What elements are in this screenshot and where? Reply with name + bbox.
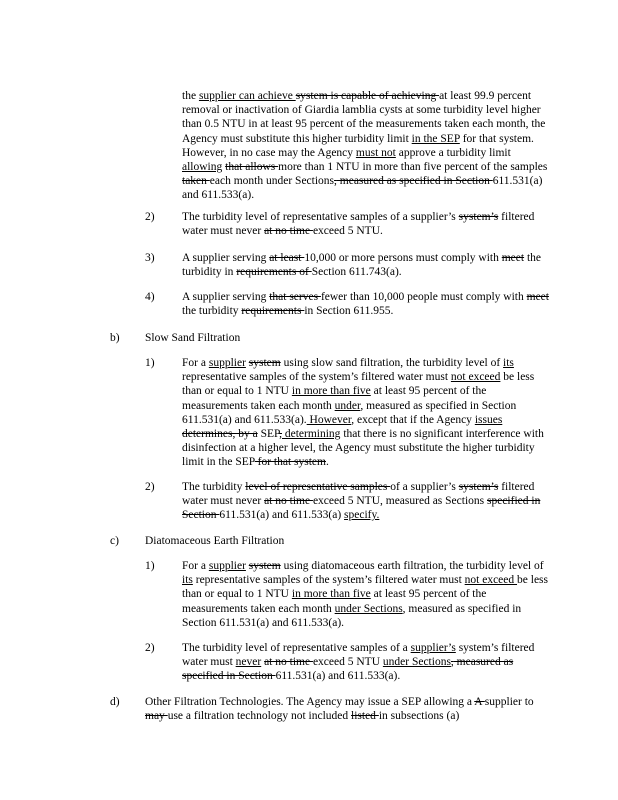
deleted-text: at no time (264, 656, 313, 669)
text-run: A supplier serving (182, 291, 270, 303)
text-run: in subsections (a) (378, 710, 460, 723)
text-run: system’s filtered water must (182, 642, 535, 669)
deleted-text: , (334, 175, 337, 188)
inserted-text: supplier’s (410, 642, 456, 654)
text-run: representative samples of the system’s filtered water must (192, 574, 465, 587)
inserted-text: specify. (344, 509, 380, 522)
text-run: using diatomaceous earth filtration, the turbidity level of (280, 560, 544, 572)
deleted-text: at no time (264, 495, 313, 508)
inserted-text: determining (281, 428, 341, 441)
text-run: at least 95 percent of the measurements taken each month (182, 588, 487, 615)
deleted-text: at least (269, 252, 305, 264)
list-item (182, 559, 550, 630)
text-run: , measured as specified in Section 611.531(a) and 611.533(a). (182, 602, 522, 629)
section-paragraph (145, 695, 550, 723)
list-item-body (182, 356, 550, 470)
text-run: fewer than 10,000 people must comply with (320, 291, 527, 303)
text-run: for that system. However, in no case may the Agency (182, 132, 534, 159)
deleted-text: at no time (264, 225, 313, 238)
text-run: be less than or equal to 1 NTU (182, 574, 549, 601)
deleted-text: measured as specified in Section (336, 175, 493, 188)
text-run: the (182, 90, 199, 102)
inserted-text: However (306, 413, 352, 426)
text-run: use a filtration technology not included (167, 710, 352, 723)
text-run: filtered water must never (182, 211, 535, 238)
inserted-text: not exceed (464, 574, 518, 587)
deleted-text: for that system (254, 456, 326, 469)
text-run: exceed 5 NTU, measured as Sections (312, 495, 487, 508)
text-run: exceed 5 NTU. (312, 225, 383, 238)
text-run: exceed 5 NTU (312, 656, 383, 669)
section-label: c) (110, 535, 119, 547)
inserted-text: supplier (208, 357, 246, 369)
section-heading: Diatomaceous Earth Filtration (145, 535, 285, 547)
deleted-text: system is capable of achieving (295, 90, 440, 102)
inserted-text: issues (474, 413, 503, 426)
deleted-text: meet (526, 291, 549, 303)
list-item (182, 210, 550, 238)
inserted-text: under (334, 399, 361, 412)
inserted-text: supplier can achieve (198, 90, 296, 102)
deleted-text: , (450, 656, 454, 669)
text-run: the turbidity (182, 305, 242, 318)
deleted-text: system (248, 357, 281, 369)
list-item (182, 641, 550, 684)
deleted-text: level of representative samples (245, 481, 391, 493)
text-run: , measured as specified in Section 611.531(a) and 611.533(a). (182, 399, 517, 426)
text-run: . (325, 456, 329, 469)
text-run: representative samples of the system’s filtered water must (182, 371, 451, 384)
deleted-text: that allows (225, 161, 279, 174)
deleted-text: requirements (241, 305, 305, 318)
text-run: the turbidity in (182, 252, 542, 279)
text-run: each month under Sections (209, 175, 335, 188)
inserted-text: supplier (208, 560, 246, 572)
inserted-text: in the SEP (411, 132, 460, 145)
deleted-text: specified in Section (182, 495, 541, 522)
deleted-text: A (474, 696, 485, 708)
text-run: that there is no significant interference with disinfection at a higher level, the Agency must substitute the higher turbidity limit in the SEP (182, 428, 544, 469)
text-run: of a supplier’s (390, 481, 459, 493)
text-run: The turbidity (182, 481, 246, 493)
deleted-text: determines, by a (182, 428, 258, 441)
text-run: supplier to (484, 696, 534, 708)
inserted-text: under Sections (334, 602, 403, 615)
text-run: more than 1 NTU in more than five percent of the samples (278, 161, 548, 174)
item-number: 2) (145, 642, 155, 654)
item-number: 2) (145, 211, 155, 223)
item-number: 1) (145, 560, 155, 572)
deleted-text: may (145, 710, 168, 723)
inserted-text: in more than five (291, 588, 371, 601)
inserted-text: its (182, 574, 193, 587)
deleted-text: that serves (269, 291, 321, 303)
item-number: 4) (145, 291, 155, 303)
text-run: 611.531(a) and 611.533(a). (182, 175, 543, 202)
text-run: at least 95 percent of the measurements taken each month (182, 385, 487, 412)
item-number: 3) (145, 252, 155, 264)
inserted-text: its (503, 357, 514, 369)
text-run: be less than or equal to 1 NTU (182, 371, 535, 398)
item-number: 2) (145, 481, 155, 493)
item-number: 1) (145, 357, 155, 369)
section-heading: Slow Sand Filtration (145, 332, 241, 344)
text-run: A supplier serving (182, 252, 270, 264)
text-run: 611.531(a) and 611.533(a) (219, 509, 345, 522)
inserted-text: not exceed (450, 371, 501, 384)
deleted-text: requirements of (236, 266, 312, 279)
deleted-text: measured as specified in Section (182, 656, 514, 683)
text-run: using slow sand filtration, the turbidity level of (280, 357, 504, 369)
text-run: approve a turbidity limit (395, 146, 511, 159)
list-item (182, 480, 550, 523)
text-run: 10,000 or more persons must comply with (304, 252, 502, 264)
list-item (182, 251, 550, 279)
text-run: For a (182, 560, 209, 572)
inserted-text: never (235, 656, 262, 669)
text-run: 611.531(a) and 611.533(a). (275, 670, 401, 683)
section-label: d) (110, 696, 120, 708)
text-run: For a (182, 357, 209, 369)
text-run: at least 99.9 percent removal or inactivation of Giardia lamblia cysts at some turbidity level higher than 0.5 NTU in at least 95 percent of the measurements taken each month, the Agency must substitute this higher turbidity limit (182, 90, 546, 145)
inserted-text: under Sections (382, 656, 451, 669)
section-label: b) (110, 332, 120, 344)
deleted-text: meet (501, 252, 525, 264)
text-run: Other Filtration Technologies. The Agency may issue a SEP allowing a (145, 696, 475, 708)
deleted-text: system’s (458, 481, 499, 493)
inserted-text: allowing (182, 161, 223, 174)
deleted-text: system’s (458, 211, 499, 223)
text-run: The turbidity level of representative samples of a supplier’s (182, 211, 459, 223)
list-item (182, 290, 550, 318)
text-run: SEP (257, 428, 280, 441)
inserted-text: in more than five (291, 385, 371, 398)
text-run: filtered water must never (182, 481, 535, 508)
text-run: , except that if the Agency (351, 413, 475, 426)
deleted-text: listed (351, 710, 379, 723)
deleted-text: system (248, 560, 281, 572)
text-run: Section 611.743(a). (311, 266, 402, 279)
continuation-paragraph (182, 89, 550, 203)
text-run: The turbidity level of representative samples of a (182, 642, 411, 654)
deleted-text: , (279, 428, 282, 441)
inserted-text: must not (355, 146, 396, 159)
deleted-text: taken (182, 175, 210, 188)
text-run: in Section 611.955. (304, 305, 394, 318)
